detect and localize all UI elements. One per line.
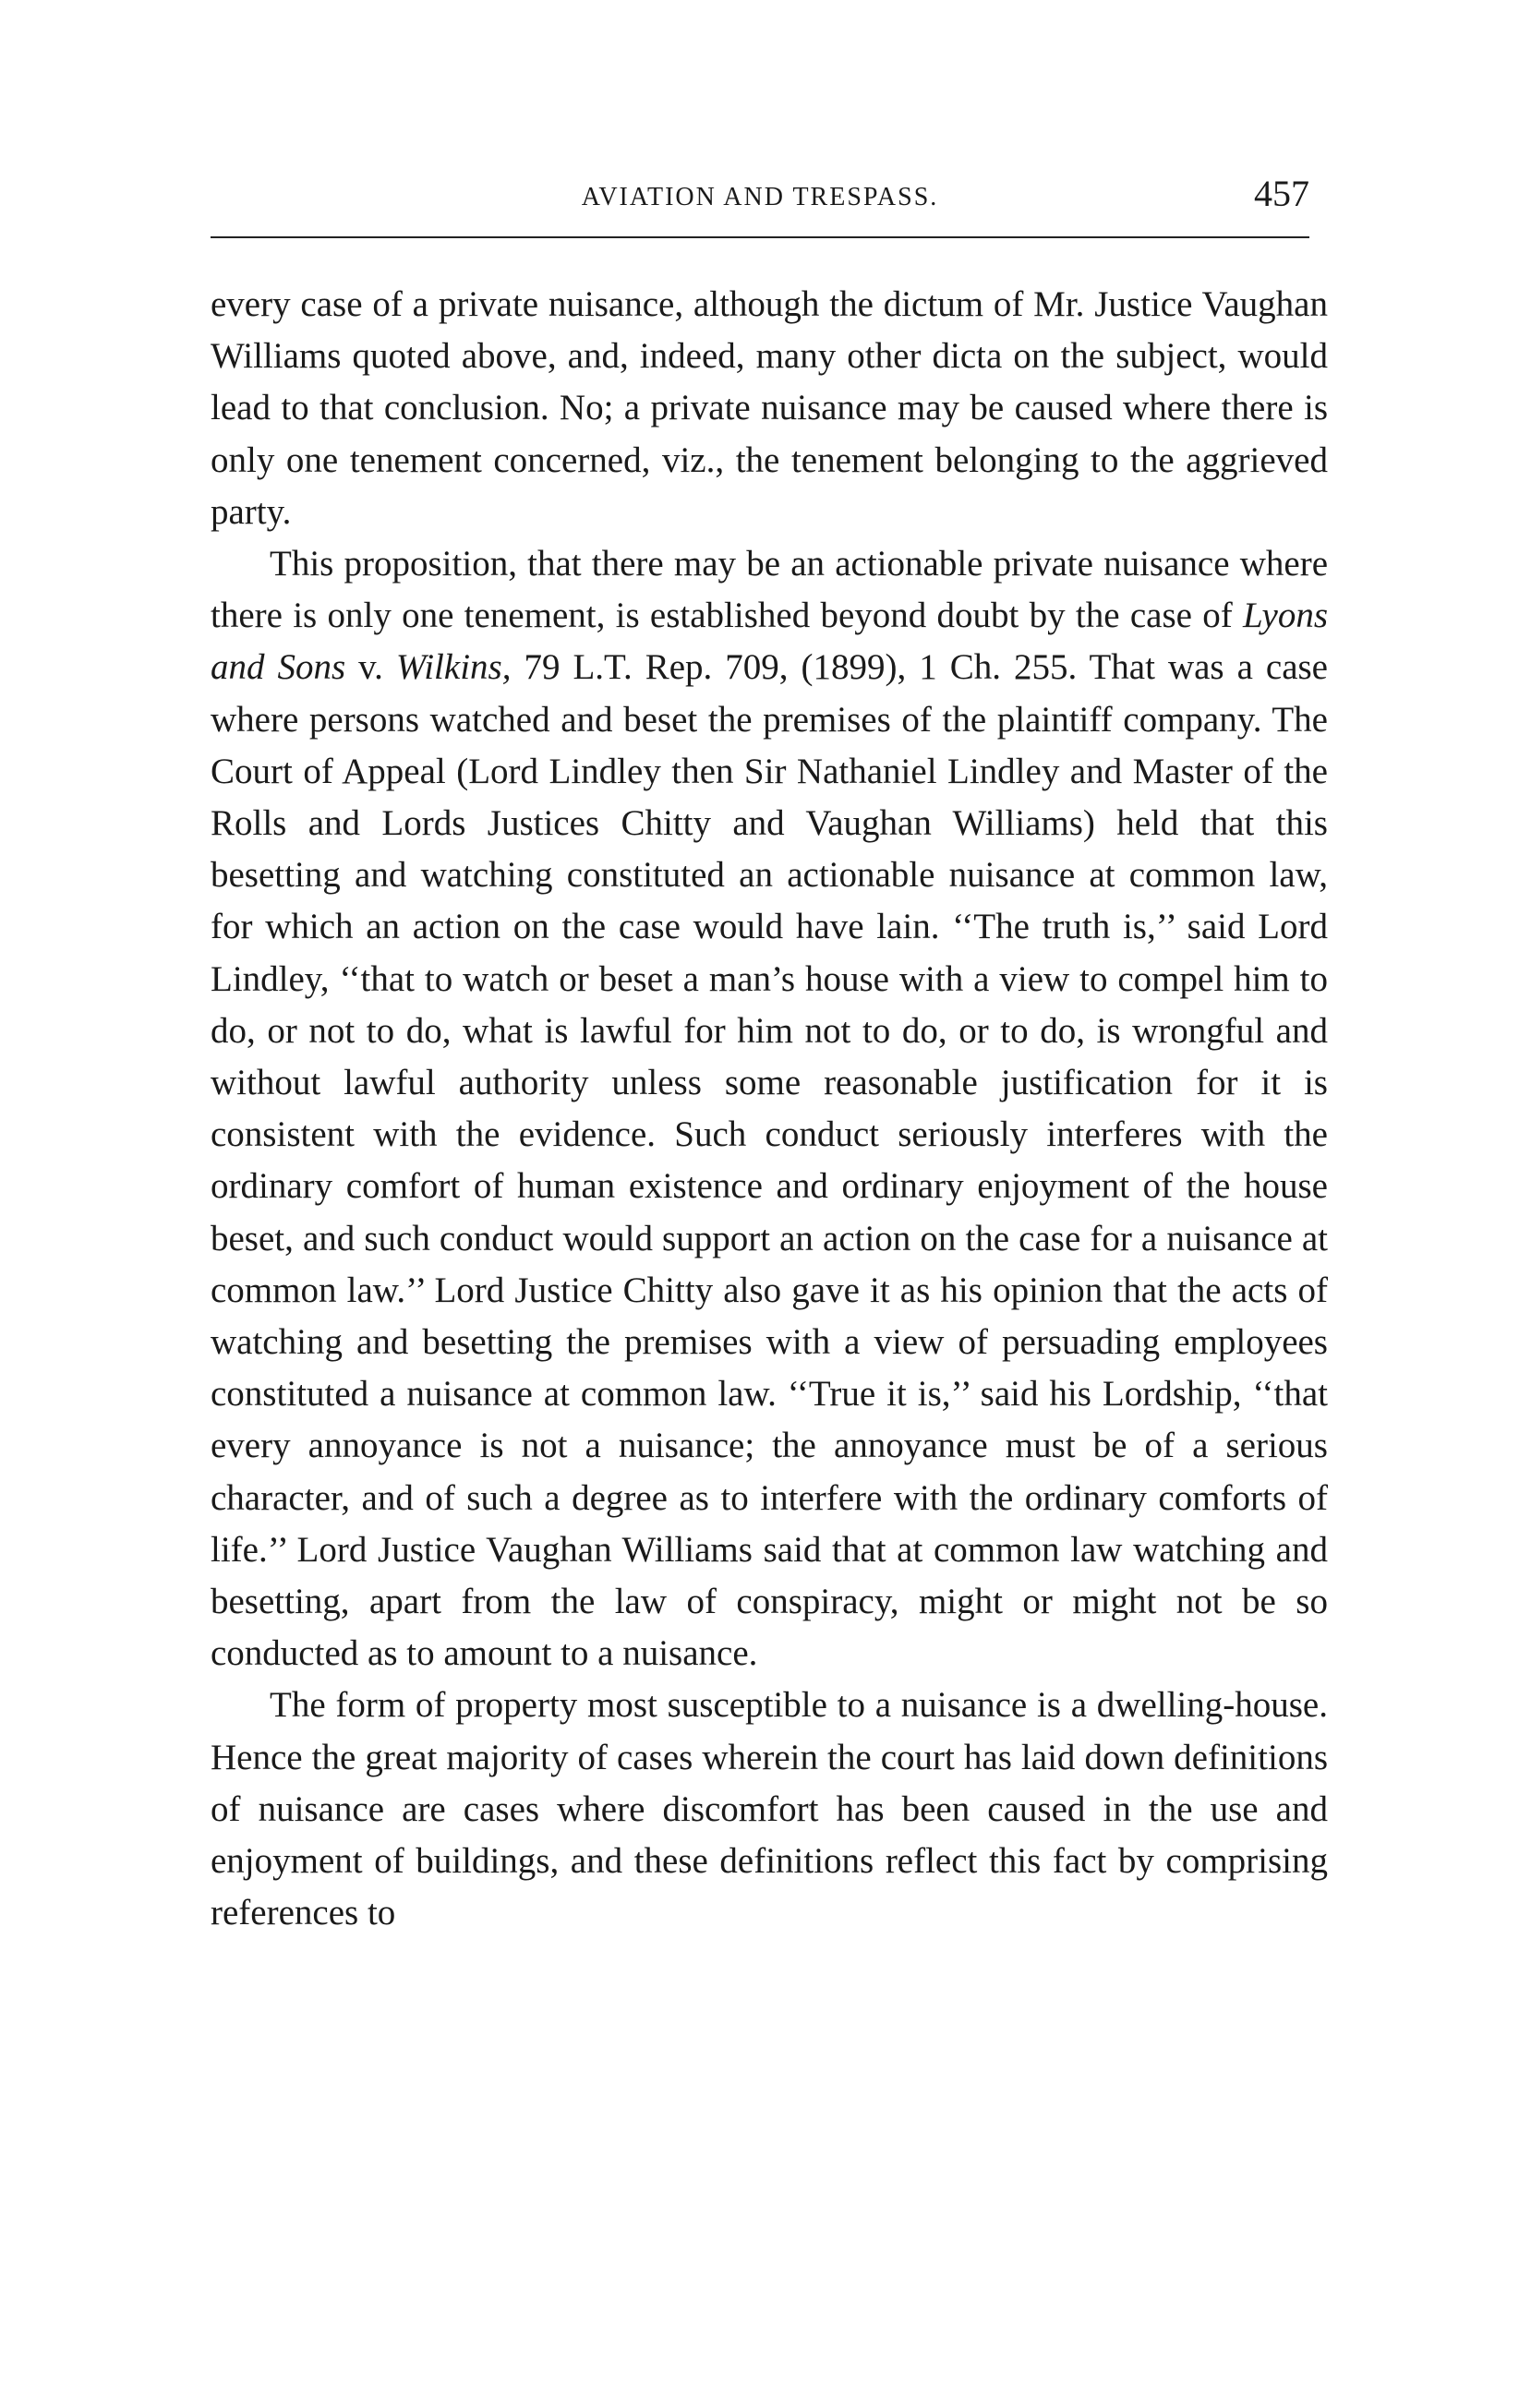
paragraph-2-text-before-case: This proposition, that there may be an actionable private nuisance where there is only one tenement, is established beyond doubt by the case of <box>211 544 1328 636</box>
versus: v. <box>345 647 396 688</box>
paragraph-3: The form of property most susceptible to a nuisance is a dwelling-house. Hence the great majority of cases wherein the court has laid down definitions of nuisance are cases where discomfort has been caused in the use and enjoyment of buildings, and these definitions reflect this fact by comprising references to <box>211 1685 1328 1933</box>
header-rule <box>211 236 1309 238</box>
page-number: 457 <box>1254 173 1309 214</box>
paragraph-2 <box>211 538 1328 1680</box>
running-title: AVIATION AND TRESPASS. <box>581 183 939 211</box>
paragraph-2-text-after-case: 79 L.T. Rep. 709, (1899), 1 Ch. 255. That was a case where persons watched and beset the premises of the plaintiff company. The Court of Appeal (Lord Lindley then Sir Nathaniel Lindley and Master of the Rolls and Lords Justices Chitty and Vaughan Williams) held that this besetting and watching constituted an actionable nuisance at common law, for which an action on the case would have lain. ‘‘The truth is,’’ said Lord Lindley, ‘‘that to watch or beset a man’s house with a view to compel him to do, or not to do, what is lawful for him not to do, or to do, is wrongful and without lawful authority unless some reasonable justification for it is consistent with the evidence. Such conduct seriously interferes with the ordinary comfort of human existence and ordinary enjoyment of the house beset, and such conduct would support an action on the case for a nuisance at common law.’’ Lord Justice Chitty also gave it as his opinion that the acts of watching and besetting the premises with a view of persuading employees constituted a nuisance at common law. ‘‘True it is,’’ said his Lordship, ‘‘that every annoyance is not a nuisance; the annoyance must be of a serious character, and of such a degree as to interfere with the ordinary comforts of life.’’ Lord Justice Vaughan Williams said that at common law watching and besetting, apart from the law of conspiracy, might or might not be so conducted as to amount to a nuisance. <box>211 647 1328 1674</box>
case-name-defendant: Wilkins, <box>395 647 512 688</box>
page-header <box>211 168 1309 223</box>
paragraph-1: every case of a private nuisance, although the dictum of Mr. Justice Vaughan Williams quoted above, and, indeed, many other dicta on the subject, would lead to that conclusion. No; a private nuisance may be caused where there is only one tenement concerned, viz., the tenement belonging to the aggrieved party. <box>211 284 1328 532</box>
page-body <box>211 279 1328 1940</box>
case-name-plaintiff: Lyons and Sons <box>211 596 1328 688</box>
